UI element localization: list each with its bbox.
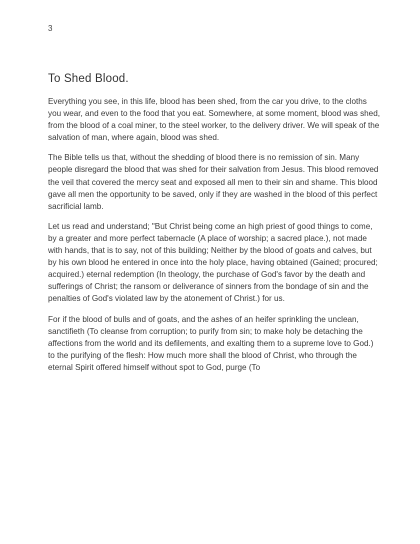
paragraph: Let us read and understand; "But Christ being come an high priest of good things to come, by a greater and more perfect tabernacle (A place of worship; a sacred place.), not made with hands, that is to say, not of this building; Neither by the blood of goats and calves, but by his own blood he entered in once into the holy place, having obtained (Gained; procured; acquired.) eternal redemption (In theology, the purchase of God's favor by the death and sufferings of Christ; the ransom or deliverance of sinners from the bondage of sin and the penalties of God's violated law by the atonement of Christ.) for us. — [48, 221, 378, 304]
section-title: To Shed Blood. — [48, 73, 129, 85]
paragraph: The Bible tells us that, without the shedding of blood there is no remission of sin. Many people disregard the blood that was shed for their salvation from Jesus. This blood removed the veil that covered the mercy seat and exposed all men to their sin and shame. This blood gave all men the opportunity to be saved, only if they are washed in the blood of this perfect sacrificial lamb. — [48, 153, 379, 211]
body-text — [48, 96, 380, 382]
paragraph: For if the blood of bulls and of goats, and the ashes of an heifer sprinkling the unclean, sanctifieth (To cleanse from corruption; to purify from sin; to make holy be detaching the affections from the world and its defilements, and exalting them to a supreme love to God.) to the purifying of the flesh: How much more shall the blood of Christ, who through the eternal Spirit offered himself without spot to God, purge (To — [48, 314, 374, 372]
page-number: 3 — [48, 24, 53, 33]
paragraph: Everything you see, in this life, blood has been shed, from the car you drive, to the cloths you wear, and even to the food that you eat. Somewhere, at some moment, blood was shed, from the blood of a coal miner, to the steel worker, to the delivery driver. We will speak of the salvation of man, where again, blood was shed. — [48, 97, 380, 143]
